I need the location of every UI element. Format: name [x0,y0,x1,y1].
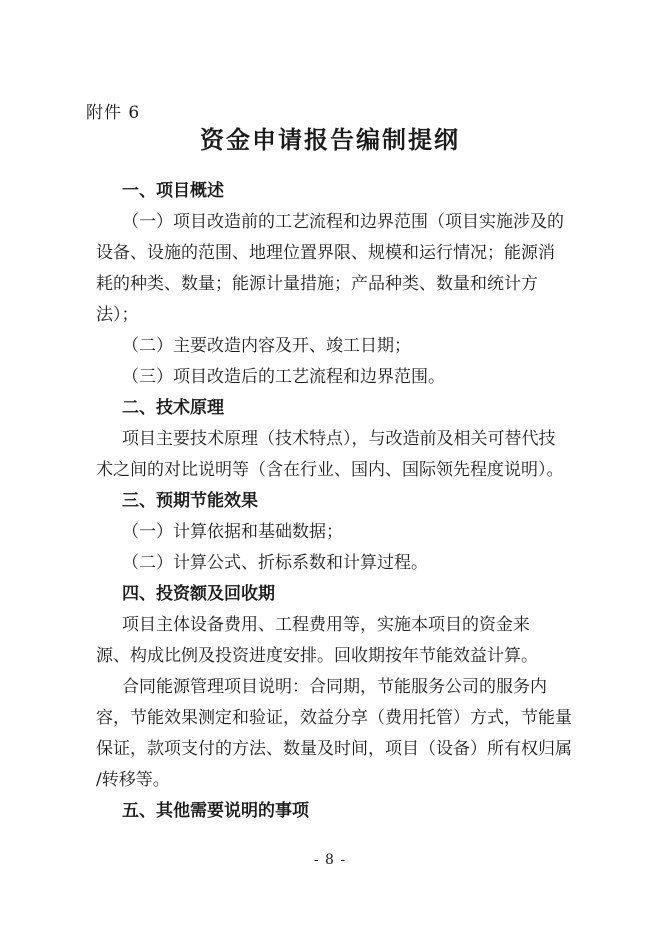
paragraph-line: 法）； [96,305,139,325]
paragraph-line: 保证，款项支付的方法、数量及时间，项目（设备）所有权归属 [96,739,572,759]
document-body [96,176,596,827]
paragraph-line: 项目主体设备费用、工程费用等，实施本项目的资金来 [122,615,530,635]
paragraph-line: （一）项目改造前的工艺流程和边界范围（项目实施涉及的 [122,212,564,232]
paragraph-line: 源、构成比例及投资进度安排。回收期按年节能效益计算。 [96,646,538,666]
paragraph-line: （二）计算公式、折标系数和计算过程。 [122,553,428,573]
paragraph-line: （一）计算依据和基础数据； [122,522,343,542]
paragraph-line: 耗的种类、数量；能源计量措施；产品种类、数量和统计方 [96,274,538,294]
paragraph-line: /转移等。 [96,770,170,790]
paragraph-line: 项目主要技术原理（技术特点），与改造前及相关可替代技 [122,429,556,449]
paragraph-line: 术之间的对比说明等（含在行业、国内、国际领先程度说明）。 [96,460,564,480]
section-heading-principle: 二、技术原理 [122,398,224,418]
section-heading-effect: 三、预期节能效果 [122,491,258,511]
paragraph-line: 合同能源管理项目说明：合同期，节能服务公司的服务内 [122,677,547,697]
paragraph-line: 设备、设施的范围、地理位置界限、规模和运行情况；能源消 [96,243,555,263]
paragraph-line: 容，节能效果测定和验证，效益分享（费用托管）方式，节能量 [96,708,572,728]
section-heading-investment: 四、投资额及回收期 [122,584,275,604]
attachment-label: 附件 6 [86,103,141,123]
page-number: - 8 - [313,852,347,868]
paragraph-line: （二）主要改造内容及开、竣工日期； [122,336,411,356]
section-heading-other: 五、其他需要说明的事项 [122,801,309,821]
section-heading-overview: 一、项目概述 [122,181,224,201]
document-title: 资金申请报告编制提纲 [200,125,460,154]
paragraph-line: （三）项目改造后的工艺流程和边界范围。 [122,367,445,387]
